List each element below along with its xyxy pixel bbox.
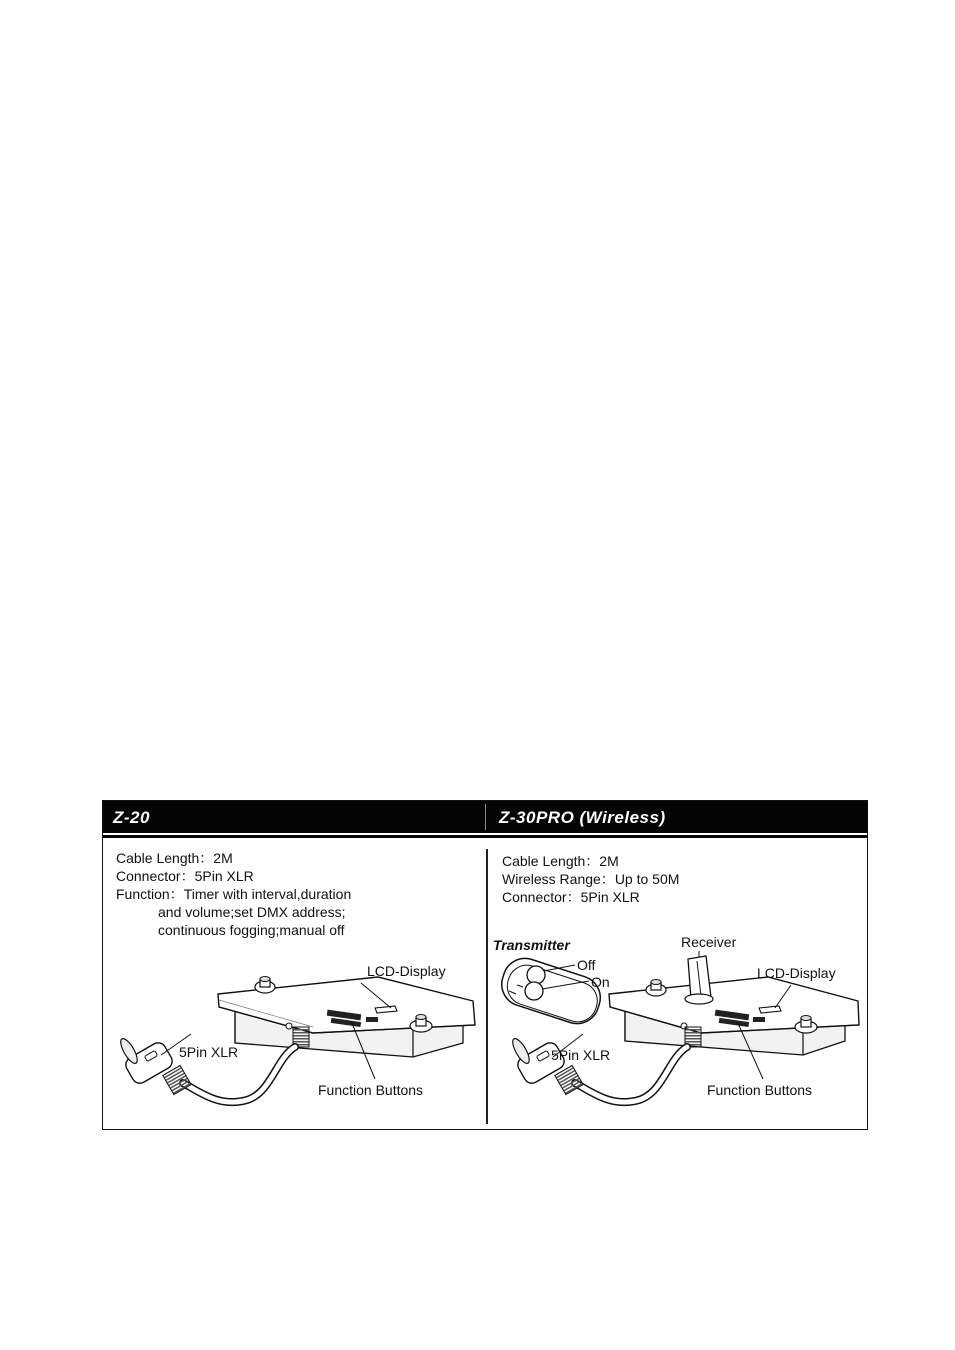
z30pro-spec-wireless-range: Wireless Range：Up to 50M (502, 871, 680, 887)
transmitter-off-button (527, 966, 545, 984)
z30pro-xlr-plug (510, 1036, 583, 1094)
model-title-z20: Z-20 (113, 808, 150, 827)
remote-comparison-panel (102, 800, 868, 1130)
z30pro-receiver (685, 956, 713, 1004)
transmitter-label-on: On (591, 974, 610, 990)
z30pro-label-receiver: Receiver (681, 934, 737, 950)
transmitter-title: Transmitter (493, 937, 570, 953)
z20-spec-function-cont-2: continuous fogging;manual off (158, 922, 345, 938)
z20-spec-cable-length: Cable Length：2M (116, 850, 233, 866)
z30pro-label-5pin-xlr: 5Pin XLR (551, 1047, 611, 1063)
z20-spec-function: Function：Timer with interval,duration (116, 886, 352, 902)
model-title-z30pro: Z-30PRO (Wireless) (499, 808, 666, 827)
z20-label-5pin-xlr: 5Pin XLR (179, 1044, 239, 1060)
z30pro-spec-cable-length: Cable Length：2M (502, 853, 619, 869)
z30pro-mount-knob-left (646, 980, 666, 997)
transmitter-on-button (525, 982, 543, 1000)
z20-label-lcd-display: LCD-Display (367, 963, 446, 979)
z30pro-label-lcd-display: LCD-Display (757, 965, 836, 981)
transmitter-label-off: Off (577, 957, 596, 973)
z20-spec-connector: Connector：5Pin XLR (116, 868, 254, 884)
z30pro-spec-connector: Connector：5Pin XLR (502, 889, 640, 905)
z30pro-label-function-buttons: Function Buttons (707, 1082, 813, 1098)
z20-spec-function-cont-1: and volume;set DMX address; (158, 904, 346, 920)
z20-mount-knob-left (255, 977, 275, 994)
z20-label-function-buttons: Function Buttons (318, 1082, 424, 1098)
